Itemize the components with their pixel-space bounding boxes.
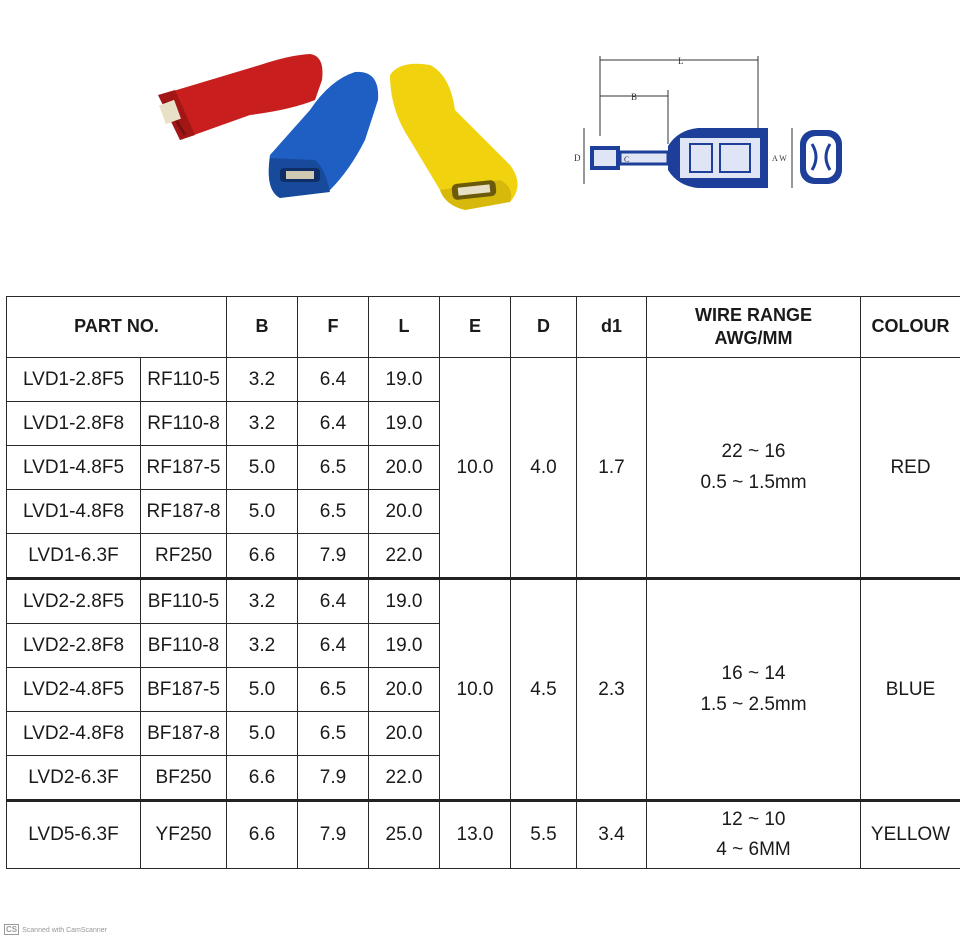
value-e: 10.0	[440, 358, 511, 579]
value-l: 20.0	[369, 446, 440, 490]
value-b: 3.2	[227, 579, 298, 624]
value-f: 7.9	[298, 534, 369, 579]
ref-code: RF250	[141, 534, 227, 579]
value-f: 6.5	[298, 446, 369, 490]
header-row	[7, 297, 960, 358]
value-b: 5.0	[227, 712, 298, 756]
camscanner-logo-icon: CS	[6, 925, 18, 934]
value-b: 3.2	[227, 402, 298, 446]
header-e: E	[440, 297, 511, 358]
terminals-photo	[140, 40, 540, 230]
header-wire-range: WIRE RANGE AWG/MM	[647, 297, 861, 358]
header-l: L	[369, 297, 440, 358]
value-b: 6.6	[227, 756, 298, 801]
part-number: LVD1-4.8F5	[7, 446, 141, 490]
wire-range: 12 ~ 10 4 ~ 6MM	[647, 801, 861, 869]
part-number: LVD1-2.8F5	[7, 358, 141, 402]
table-row	[7, 358, 960, 402]
value-d: 4.5	[511, 579, 577, 801]
ref-code: YF250	[141, 801, 227, 869]
value-f: 6.5	[298, 490, 369, 534]
header-b: B	[227, 297, 298, 358]
value-b: 6.6	[227, 801, 298, 869]
header-d1: d1	[577, 297, 647, 358]
ref-code: RF187-5	[141, 446, 227, 490]
ref-code: RF187-8	[141, 490, 227, 534]
value-l: 22.0	[369, 756, 440, 801]
table-row	[7, 801, 960, 869]
value-e: 13.0	[440, 801, 511, 869]
value-f: 6.4	[298, 624, 369, 668]
colour: BLUE	[861, 579, 960, 801]
part-number: LVD2-2.8F8	[7, 624, 141, 668]
terminal-side-view	[590, 128, 768, 188]
value-b: 3.2	[227, 358, 298, 402]
part-number: LVD2-4.8F5	[7, 668, 141, 712]
value-b: 5.0	[227, 446, 298, 490]
value-d1: 3.4	[577, 801, 647, 869]
colour: RED	[861, 358, 960, 579]
value-l: 19.0	[369, 624, 440, 668]
value-b: 3.2	[227, 624, 298, 668]
value-e: 10.0	[440, 579, 511, 801]
value-b: 5.0	[227, 668, 298, 712]
part-number: LVD5-6.3F	[7, 801, 141, 869]
value-l: 19.0	[369, 358, 440, 402]
ref-code: RF110-5	[141, 358, 227, 402]
terminal-end-view	[800, 130, 842, 184]
ref-code: BF187-5	[141, 668, 227, 712]
ref-code: BF187-8	[141, 712, 227, 756]
header-colour: COLOUR	[861, 297, 960, 358]
value-d1: 1.7	[577, 358, 647, 579]
value-f: 7.9	[298, 801, 369, 869]
part-number: LVD1-4.8F8	[7, 490, 141, 534]
value-b: 6.6	[227, 534, 298, 579]
value-l: 20.0	[369, 668, 440, 712]
value-d: 4.0	[511, 358, 577, 579]
value-l: 19.0	[369, 579, 440, 624]
header-d: D	[511, 297, 577, 358]
value-b: 5.0	[227, 490, 298, 534]
diagram-label-d: D	[574, 153, 581, 163]
colour: YELLOW	[861, 801, 960, 869]
value-f: 7.9	[298, 756, 369, 801]
ref-code: BF110-5	[141, 579, 227, 624]
ref-code: BF250	[141, 756, 227, 801]
yellow-terminal-image	[390, 64, 518, 210]
part-number: LVD1-2.8F8	[7, 402, 141, 446]
diagram-label-c: C	[624, 155, 630, 164]
wire-range: 16 ~ 14 1.5 ~ 2.5mm	[647, 579, 861, 801]
value-f: 6.5	[298, 712, 369, 756]
value-l: 20.0	[369, 712, 440, 756]
part-number: LVD2-6.3F	[7, 756, 141, 801]
diagram-label-l: L	[678, 56, 684, 66]
value-f: 6.4	[298, 579, 369, 624]
value-d: 5.5	[511, 801, 577, 869]
diagram-label-aw: A W	[772, 154, 787, 163]
value-l: 22.0	[369, 534, 440, 579]
wire-range: 22 ~ 16 0.5 ~ 1.5mm	[647, 358, 861, 579]
header-part-no: PART NO.	[7, 297, 227, 358]
diagram-label-b: B	[631, 92, 638, 102]
value-f: 6.5	[298, 668, 369, 712]
value-l: 25.0	[369, 801, 440, 869]
part-number: LVD2-2.8F5	[7, 579, 141, 624]
ref-code: BF110-8	[141, 624, 227, 668]
header-f: F	[298, 297, 369, 358]
value-f: 6.4	[298, 402, 369, 446]
value-f: 6.4	[298, 358, 369, 402]
part-number: LVD2-4.8F8	[7, 712, 141, 756]
value-l: 20.0	[369, 490, 440, 534]
dimension-diagram	[568, 48, 858, 198]
part-number: LVD1-6.3F	[7, 534, 141, 579]
value-d1: 2.3	[577, 579, 647, 801]
scanner-text: Scanned with CamScanner	[22, 927, 107, 934]
scanner-watermark	[4, 924, 107, 935]
spec-table	[6, 296, 960, 869]
value-l: 19.0	[369, 402, 440, 446]
ref-code: RF110-8	[141, 402, 227, 446]
table-row	[7, 579, 960, 624]
